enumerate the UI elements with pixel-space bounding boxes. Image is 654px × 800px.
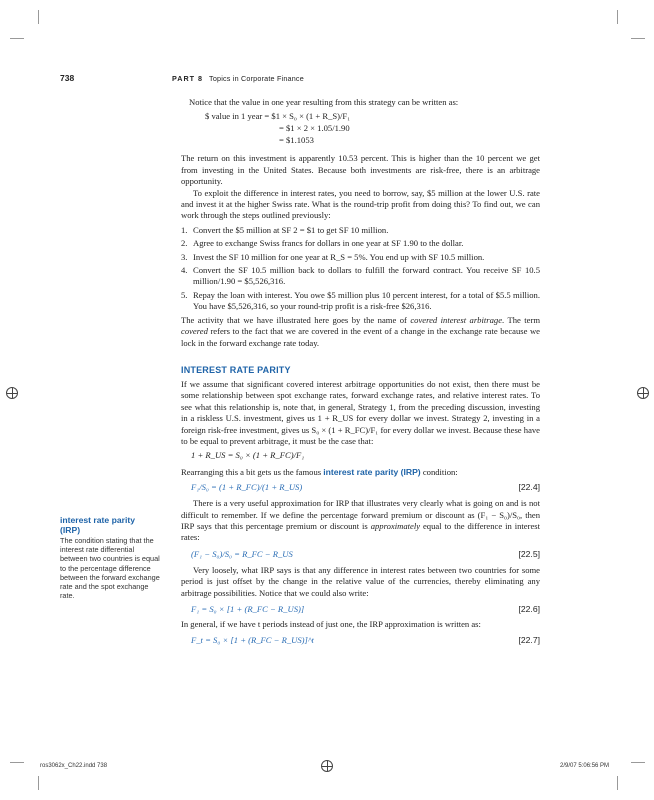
equation-formula: F_t = S₀ × [1 + (R_FC − R_US)]^t: [191, 635, 314, 646]
crop-mark: [10, 762, 24, 763]
crop-mark: [10, 38, 24, 39]
crop-mark: [617, 10, 618, 24]
intro-paragraph: Notice that the value in one year resulting from this strategy can be written as:: [189, 97, 459, 107]
equation-formula: F₁ = S₀ × [1 + (R_FC − R_US)]: [191, 604, 305, 614]
crop-mark: [38, 776, 39, 790]
activity-paragraph: The activity that we have illustrated here goes by the name of covered interest arbitrage. The term covered refers to the fact that we are covered in the event of a change in the exchange rate because we lock in the forward exchange rate today.: [181, 314, 540, 348]
key-term: interest rate parity (IRP): [323, 466, 421, 477]
page-number: 738: [60, 73, 75, 83]
registration-mark-icon: [637, 387, 649, 399]
list-item: 2. Agree to exchange Swiss francs for dollars in one year at SF 1.90 to the dollar.: [181, 238, 464, 249]
crop-mark: [631, 762, 645, 763]
list-item: 1. Convert the $5 million at SF 2 = $1 to get SF 10 million.: [181, 224, 389, 235]
equation-22-5: [181, 547, 540, 563]
equality-equation: 1 + R_US = S₀ × (1 + R_FC)/F₁: [191, 450, 305, 461]
crop-mark: [38, 10, 39, 24]
rearrange-paragraph: Rearranging this a bit gets us the famous interest rate parity (IRP) condition:: [181, 466, 458, 477]
margin-definition: The condition stating that the interest rate differential between two countries is equal to the percentage difference between the forward exchange rate and the spot exchange rate.: [60, 536, 160, 601]
value-equation-line: = $1 × 2 × 1.05/1.90: [279, 123, 350, 134]
general-paragraph: In general, if we have t periods instead of just one, the IRP approximation is written as:: [181, 619, 481, 629]
equation-number: [22.7]: [518, 635, 540, 646]
steps-list: [181, 225, 540, 313]
part-label: PART 8: [172, 74, 204, 83]
exploit-paragraph: To exploit the difference in interest rates, you need to borrow, say, $5 million at the lower U.S. rate and invest it at the higher Swiss rate. What is the round-trip profit from doing this? To find out, we can work through the steps outlined previously:: [181, 187, 540, 221]
approx-paragraph: There is a very useful approximation for IRP that illustrates very clearly what is going on and is not difficult to remember. If we define the percentage forward premium or discount as (F₁ − S₀)/S₀, then IRP says that this percentage premium or discount is approximately equal to the difference in interest rates:: [181, 498, 540, 543]
crop-mark: [617, 776, 618, 790]
equation-22-4: [181, 480, 540, 496]
main-column: [181, 97, 540, 649]
return-paragraph: The return on this investment is apparently 10.53 percent. This is higher than the 10 percent we get from investing in the United States. Because both investments are risk-free, there is an arbitrage opportunity.: [181, 153, 540, 187]
section-heading: INTEREST RATE PARITY: [181, 364, 291, 375]
margin-term: interest rate parity (IRP): [60, 515, 135, 535]
list-item: 3. Invest the SF 10 million for one year at R_S = 5%. You end up with SF 10.5 million.: [181, 251, 485, 262]
registration-mark-icon: [6, 387, 18, 399]
equation-number: [22.4]: [518, 482, 540, 493]
value-equations: [181, 111, 540, 147]
loosely-paragraph: Very loosely, what IRP says is that any difference in interest rates between two countries for some period is just offset by the change in the relative value of the currencies, thereby eliminating any arbitrage possibilities. Notice that we could also write:: [181, 564, 540, 598]
registration-mark-icon: [321, 760, 333, 772]
part-title: Topics in Corporate Finance: [209, 74, 304, 83]
margin-note: [60, 515, 162, 600]
equation-formula: F₁/S₀ = (1 + R_FC)/(1 + R_US): [191, 482, 303, 493]
list-item: 5. Repay the loan with interest. You owe $5 million plus 10 percent interest, for a total of $5.5 million. You have $5,526,316, so your round-trip profit is a risk-free $26,316.: [181, 289, 540, 312]
equation-formula: (F₁ − S₀)/S₀ = R_FC − R_US: [191, 548, 293, 559]
equation-22-6: [181, 602, 540, 618]
equation-number: [22.6]: [518, 604, 540, 614]
value-equation-line: $ value in 1 year = $1 × S₀ × (1 + R_S)/F₁: [205, 111, 351, 122]
crop-mark: [631, 38, 645, 39]
footer-file: ros3062x_Ch22.indd 738: [40, 763, 108, 769]
equation-number: [22.5]: [518, 548, 540, 559]
irp-intro-paragraph: If we assume that significant covered interest arbitrage opportunities do not exist, then there must be some relationship between spot exchange rates, forward exchange rates, and relative interest rates. To see what this relationship is, note that, in general, Strategy 1, from the preceding discussion, investing in a riskless U.S. investment, gives us 1 + R_US for every dollar we invest. Strategy 2, investing in a foreign risk-free investment, gives us S₀ × (1 + R_FC)/F₁ for every dollar we invest. Because these have to be equal to prevent arbitrage, it must be the case that:: [181, 378, 540, 446]
equation-22-7: [181, 633, 540, 649]
value-equation-line: = $1.1053: [279, 135, 314, 146]
list-item: 4. Convert the SF 10.5 million back to dollars to fulfill the forward contract. You receive SF 10.5 million/1.90 = $5,526,316.: [181, 265, 540, 287]
footer-timestamp: 2/9/07 5:06:56 PM: [560, 763, 610, 769]
running-header: [172, 74, 304, 83]
